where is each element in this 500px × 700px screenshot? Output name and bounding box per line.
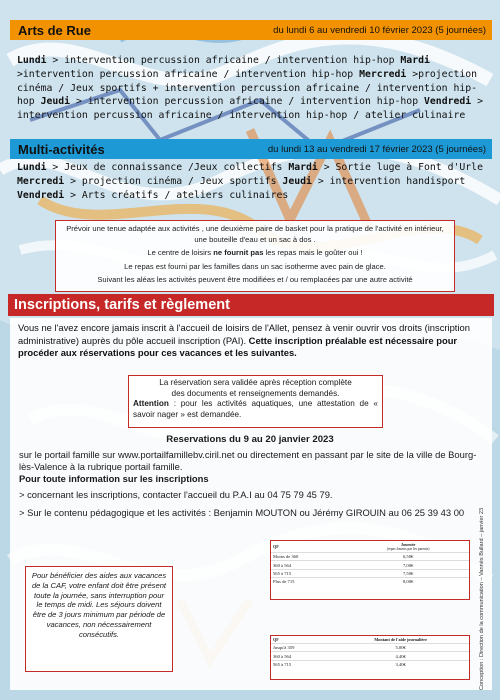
table-header: Montant de l'aide journalière xyxy=(374,637,427,642)
info-equipment: Prévoir une tenue adaptée aux activités , une deuxième paire de basket pour la pratique de l'activité en intérieur, une bouteille d'eau et un sac à dos . xyxy=(66,224,444,244)
day-activities: >intervention percussion africaine / intervention hip-hop xyxy=(17,68,360,80)
info-lunch: Le repas est fourni par les familles dans un sac isotherme avec pain de glace. xyxy=(124,261,386,271)
day-activities: > Sortie luge à Font d'Urle xyxy=(317,162,483,173)
info-changes: Suivant les aléas les activités peuvent être modifiées et / ou remplacées par une autre activité xyxy=(97,275,413,285)
arts-de-rue-program xyxy=(17,54,487,123)
multi-activites-program xyxy=(17,161,487,202)
attention-label: Attention xyxy=(133,399,169,409)
table-row: Jusqu'à 359 5,00€ xyxy=(271,644,469,652)
info-meals: Le centre de loisirs ne fournit pas les repas mais le goûter oui ! xyxy=(147,248,363,258)
table-row: 360 à 564 4,40€ xyxy=(271,652,469,660)
day-activities: > projection cinéma / Jeux sportifs xyxy=(64,175,283,187)
day-activities: > Jeux de connaissance /Jeux collectifs xyxy=(46,162,289,173)
day-label: Mercredi xyxy=(359,68,407,80)
inscriptions-banner xyxy=(8,294,494,316)
table-row: Plus de 715 8,00€ xyxy=(271,578,469,586)
reservation-dates: Reservations du 9 au 20 janvier 2023 xyxy=(166,434,334,445)
table-row: 565 à 715 7,50€ xyxy=(271,569,469,577)
table-header: QF xyxy=(273,637,279,642)
multi-activites-dates: du lundi 13 au vendredi 17 février 2023 (5 journées) xyxy=(267,143,486,155)
day-activities: >projection cinéma / Jeux sportifs + intervention percussion africaine / intervention hip-hop xyxy=(17,68,478,108)
day-activities: > Arts créatifs / ateliers culinaires xyxy=(64,189,289,201)
tarifs-table xyxy=(270,540,470,600)
day-label: Vendredi xyxy=(17,189,65,201)
aide-table xyxy=(270,635,470,680)
contact-inscriptions: > concernant les inscriptions, contacter l'accueil du P.A.I au 04 75 79 45 79. xyxy=(19,489,333,500)
day-activities: > intervention percussion africaine / intervention hip-hop xyxy=(46,55,401,66)
day-label: Jeudi xyxy=(40,96,71,108)
contact-pedagogie: > Sur le contenu pédagogique et les activités : Benjamin MOUTON ou Jérémy GIROUIN au 06 25 39 43 00 xyxy=(19,507,465,518)
portal-info xyxy=(19,449,489,484)
arts-de-rue-banner xyxy=(10,20,492,40)
day-activities: > intervention percussion africaine / intervention hip-hop xyxy=(70,96,424,108)
inscriptions-intro: Vous ne l'avez encore jamais inscrit à l'accueil de loisirs de l'Allet, pensez à venir ouvrir vos droits (inscription administrative) auprès du pôle accueil inscription (PAI). Cette inscription préalable est nécessaire pour procéder aux réservations pour ces vacances et les suivantes. xyxy=(18,322,470,359)
table-header: Journée (repas fournis par les parents) xyxy=(386,542,430,551)
day-label: Lundi xyxy=(17,55,47,66)
table-row: 360 à 564 7,00€ xyxy=(271,561,469,569)
multi-activites-title: Multi-activités xyxy=(18,141,105,157)
day-label: Lundi xyxy=(17,162,47,173)
arts-de-rue-dates: du lundi 6 au vendredi 10 février 2023 (5 journées) xyxy=(273,24,486,36)
reservation-box: La réservation sera validée après réception complète des documents et renseignements demandés. Attention : pour les activités aquatiques, une attestation de « savoir nager » est demandée. xyxy=(128,375,383,428)
design-credit: Conception : Direction de la communication – Vannès Bullard – janvier 23 xyxy=(479,507,485,690)
day-label: Vendredi xyxy=(424,96,472,108)
portal-link-text[interactable]: sur le portail famille sur www.portailfamillebv.ciril.net ou directement en passant par le site de la ville de Bourg-lès-Valence à la rubrique portail famille. xyxy=(19,449,477,472)
practical-info-box xyxy=(55,220,455,292)
day-activities: > intervention handisport xyxy=(311,175,466,187)
inscriptions-title: Inscriptions, tarifs et règlement xyxy=(14,297,230,313)
table-row: 565 à 715 3,40€ xyxy=(271,660,469,668)
day-label: Mardi xyxy=(288,162,318,173)
day-activities: > intervention percussion africaine / intervention hip-hop / atelier culinaire xyxy=(17,96,483,122)
multi-activites-banner xyxy=(10,139,492,159)
table-header: QF xyxy=(273,544,279,549)
info-heading: Pour toute information sur les inscriptions xyxy=(19,472,209,484)
table-row: Moins de 360 6,50€ xyxy=(271,553,469,561)
caf-aid-box: Pour bénéficier des aides aux vacances de la CAF, votre enfant doit être présent toute la journée, sans interruption pour le temps de midi. Les séjours doivent être de 3 jours minimum par période de vacances, non nécessairement consécutifs. xyxy=(25,566,173,672)
arts-de-rue-title: Arts de Rue xyxy=(18,22,91,38)
day-label: Mardi xyxy=(400,55,430,66)
day-label: Mercredi xyxy=(17,175,65,187)
day-label: Jeudi xyxy=(282,175,312,187)
